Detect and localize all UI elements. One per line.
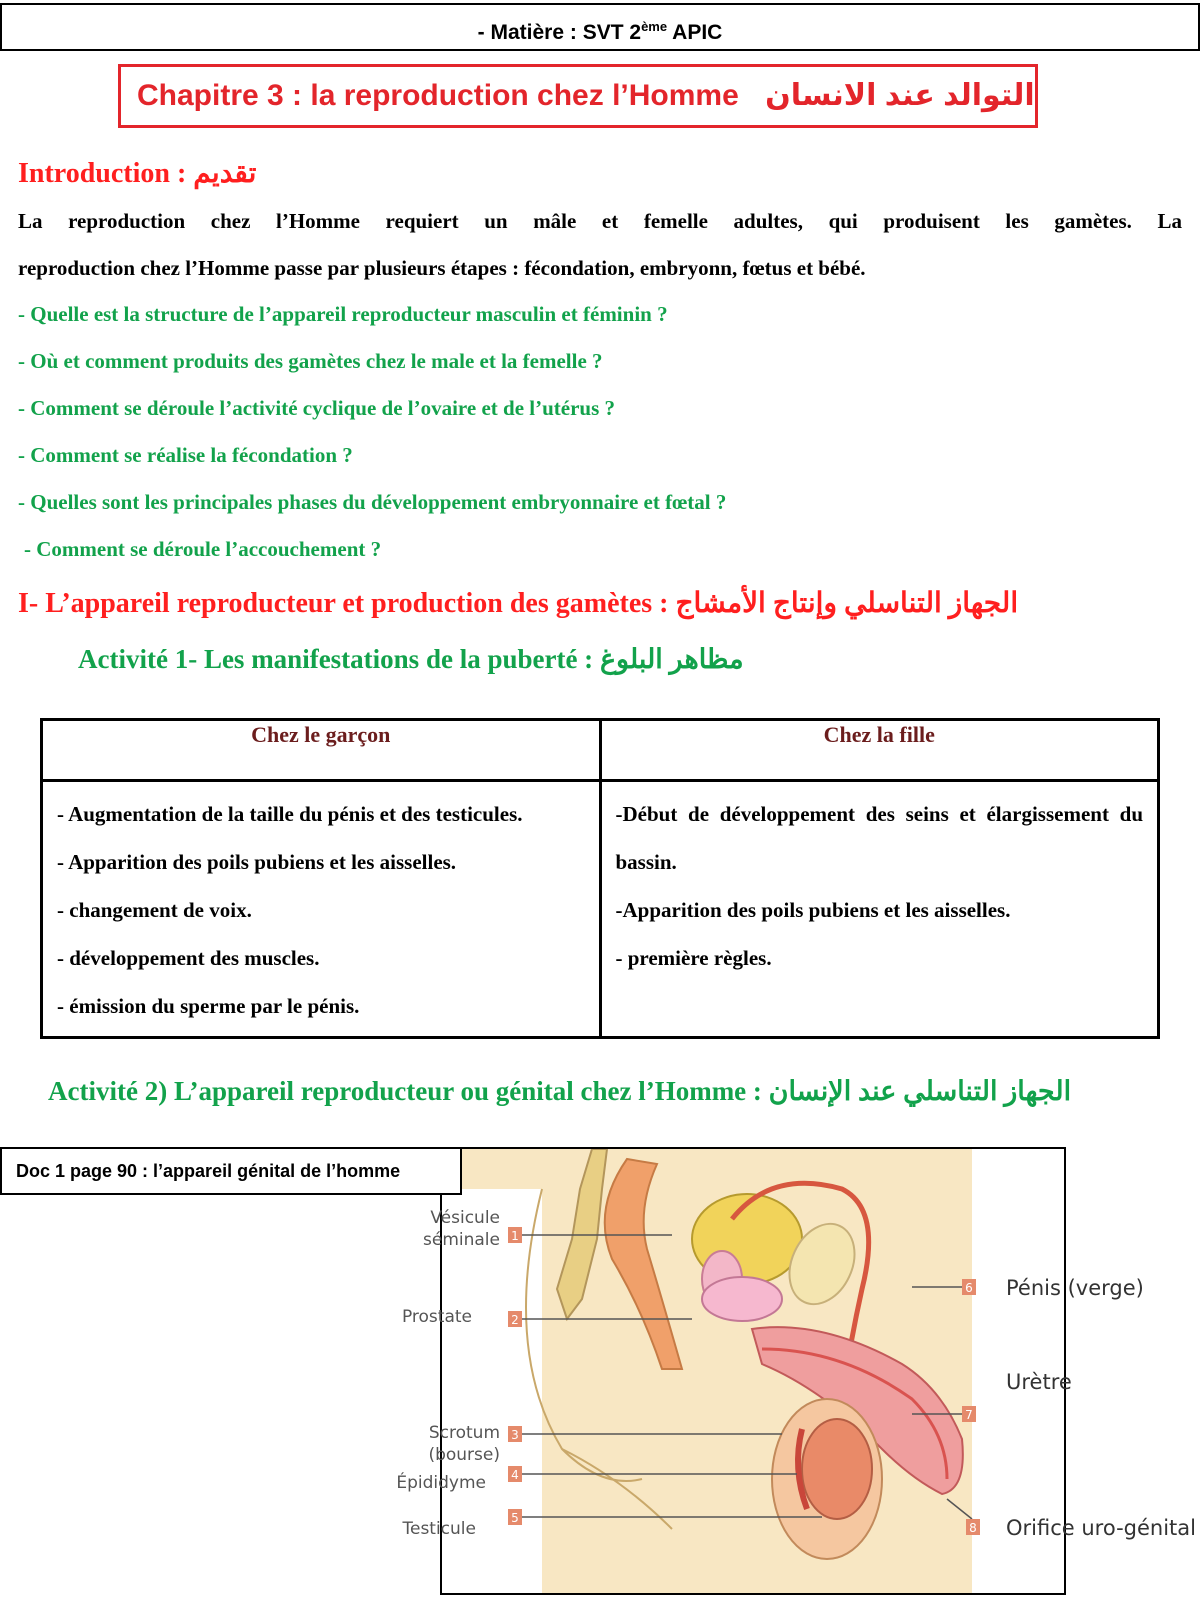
list-item: - développement des muscles. bbox=[57, 946, 320, 970]
list-item: - changement de voix. bbox=[57, 898, 252, 922]
boy-cell bbox=[42, 781, 601, 1038]
question-item: - Comment se déroule l’accouchement ? bbox=[24, 537, 382, 561]
subject-superscript: ème bbox=[641, 19, 668, 34]
introduction-title-fr: Introduction : bbox=[18, 158, 187, 189]
introduction-heading bbox=[18, 156, 256, 190]
badge-6 bbox=[962, 1279, 976, 1295]
question-item: - Quelles sont les principales phases du développement embryonnaire et fœtal ? bbox=[18, 490, 727, 514]
subject-prefix: - Matière : SVT 2 bbox=[477, 21, 642, 44]
activity-1-title-fr: Activité 1- Les manifestations de la puberté : bbox=[78, 644, 594, 674]
introduction-title-ar: تقديم bbox=[193, 158, 257, 189]
activity-2-title-ar: الجهاز التناسلي عند الإنسان bbox=[768, 1076, 1072, 1106]
question-item: - Quelle est la structure de l’appareil reproducteur masculin et féminin ? bbox=[18, 302, 668, 326]
label-line-2: séminale bbox=[423, 1230, 500, 1250]
label-orifice-uro-genital: Orifice uro-génital bbox=[1006, 1516, 1196, 1540]
intro-paragraph-line-1: La reproduction chez l’Homme requiert un mâle et femelle adultes, qui produisent les gamètes. La bbox=[18, 209, 1182, 233]
doc-label: Doc 1 page 90 : l’appareil génital de l’homme bbox=[0, 1147, 462, 1195]
section-1-title-ar: الجهاز التناسلي وإنتاج الأمشاج bbox=[675, 588, 1019, 619]
badge-number-6: 6 bbox=[965, 1281, 973, 1295]
table-header-row bbox=[42, 720, 1159, 781]
prostate-shape bbox=[702, 1277, 782, 1321]
badge-number-5: 5 bbox=[511, 1511, 519, 1525]
badge-number-8: 8 bbox=[969, 1521, 977, 1535]
testicle-shape bbox=[802, 1419, 872, 1519]
activity-2-heading bbox=[48, 1076, 1071, 1107]
subject-suffix: APIC bbox=[667, 21, 723, 44]
label-line-1: Vésicule bbox=[430, 1208, 500, 1228]
label-vesicule-seminale bbox=[330, 1207, 500, 1251]
badge-1 bbox=[508, 1227, 522, 1243]
label-prostate bbox=[330, 1306, 472, 1328]
intro-paragraph-line-2: reproduction chez l’Homme passe par plusieurs étapes : fécondation, embryonn, fœtus et bébé. bbox=[18, 256, 866, 280]
male-reproductive-diagram bbox=[442, 1149, 1064, 1593]
badge-5 bbox=[508, 1509, 522, 1525]
badge-4 bbox=[508, 1466, 522, 1482]
label-epididyme bbox=[330, 1472, 486, 1494]
badge-number-2: 2 bbox=[511, 1313, 519, 1327]
badge-7 bbox=[962, 1406, 976, 1422]
badge-number-3: 3 bbox=[511, 1428, 519, 1442]
list-item: - Apparition des poils pubiens et les aisselles. bbox=[57, 850, 457, 874]
girl-cell bbox=[600, 781, 1159, 1038]
anatomy-figure bbox=[440, 1147, 1066, 1595]
activity-1-heading bbox=[78, 644, 744, 675]
badge-number-7: 7 bbox=[965, 1408, 973, 1422]
subject-header bbox=[0, 3, 1200, 51]
badge-3 bbox=[508, 1426, 522, 1442]
section-1-heading bbox=[18, 586, 1018, 620]
question-item: - Où et comment produits des gamètes chez le male et la femelle ? bbox=[18, 349, 603, 373]
badge-number-4: 4 bbox=[511, 1468, 519, 1482]
activity-1-title-ar: مظاهر البلوغ bbox=[599, 644, 744, 674]
label-penis: Pénis (verge) bbox=[1006, 1276, 1144, 1300]
label-line-2: (bourse) bbox=[428, 1445, 500, 1465]
puberty-table bbox=[40, 718, 1160, 1039]
label-scrotum bbox=[330, 1422, 500, 1466]
list-item: -Apparition des poils pubiens et les aisselles. bbox=[615, 898, 1011, 922]
label-line-1: Prostate bbox=[401, 1307, 472, 1327]
list-item: -Début de développement des seins et élargissement du bassin. bbox=[615, 802, 1143, 874]
label-line-1: Scrotum bbox=[428, 1423, 500, 1443]
table-row bbox=[42, 781, 1159, 1038]
chapter-title-ar: التوالد عند الانسان bbox=[765, 79, 1035, 112]
question-item: - Comment se réalise la fécondation ? bbox=[18, 443, 353, 467]
label-line-1: Testicule bbox=[402, 1519, 476, 1539]
label-uretre: Urètre bbox=[1006, 1370, 1072, 1394]
badge-2 bbox=[508, 1311, 522, 1327]
activity-2-title-fr: Activité 2) L’appareil reproducteur ou génital chez l’Homme : bbox=[48, 1076, 762, 1106]
badge-number-1: 1 bbox=[511, 1229, 519, 1243]
label-line-1: Épididyme bbox=[396, 1473, 486, 1493]
chapter-title-fr: Chapitre 3 : la reproduction chez l’Homme bbox=[137, 79, 739, 112]
section-1-title-fr: I- L’appareil reproducteur et production des gamètes : bbox=[18, 588, 669, 619]
label-testicule bbox=[330, 1518, 476, 1540]
header-boy: Chez le garçon bbox=[42, 720, 601, 781]
list-item: - émission du sperme par le pénis. bbox=[57, 994, 360, 1018]
question-item: - Comment se déroule l’activité cyclique de l’ovaire et de l’utérus ? bbox=[18, 396, 616, 420]
list-item: - Augmentation de la taille du pénis et des testicules. bbox=[57, 802, 523, 826]
badge-8 bbox=[966, 1519, 980, 1535]
list-item: - première règles. bbox=[615, 946, 772, 970]
chapter-title-box bbox=[118, 64, 1038, 128]
header-girl: Chez la fille bbox=[600, 720, 1159, 781]
